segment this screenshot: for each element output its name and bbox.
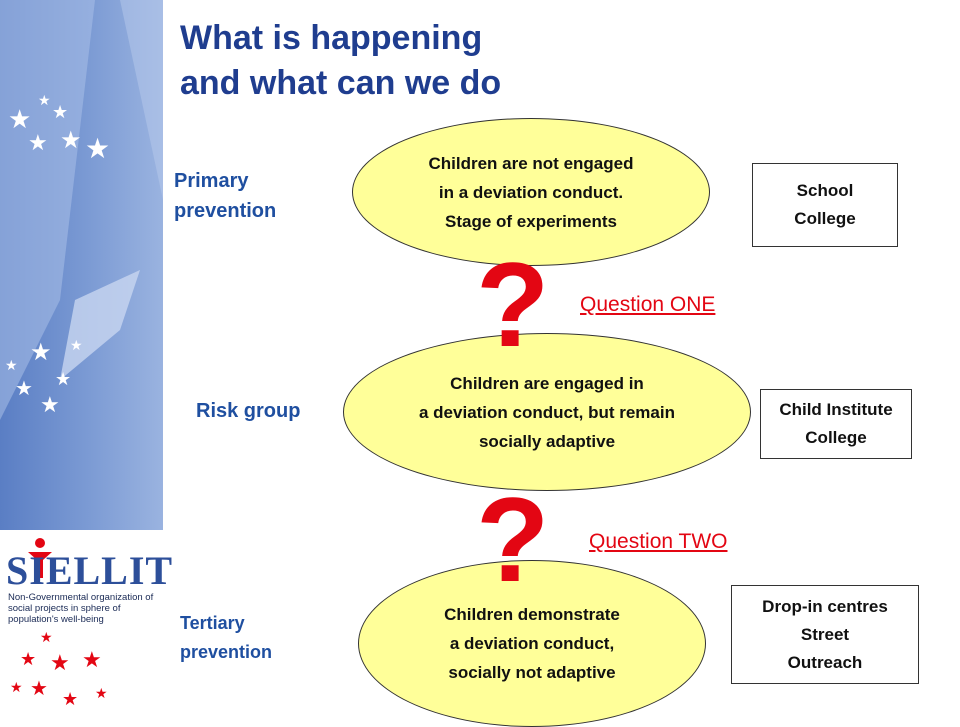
star-icon: ★ bbox=[70, 337, 83, 353]
oval-risk-group: Children are engaged in a deviation conduct, but remain socially adaptive bbox=[343, 333, 751, 491]
star-icon: ★ bbox=[5, 357, 18, 373]
oval-tertiary: Children demonstrate a deviation conduct, socially not adaptive bbox=[358, 560, 706, 727]
title-line-2: and what can we do bbox=[180, 64, 502, 102]
light-corner-shape bbox=[120, 0, 163, 200]
logo-name: SIELLIT bbox=[6, 548, 174, 593]
star-icon: ★ bbox=[40, 392, 60, 417]
box-child-institute: Child Institute College bbox=[760, 389, 912, 459]
star-icon: ★ bbox=[55, 369, 72, 389]
star-icon: ★ bbox=[40, 629, 53, 645]
star-icon: ★ bbox=[30, 678, 48, 700]
label-tertiary-prevention: Tertiary prevention bbox=[180, 613, 273, 662]
question-two-link[interactable]: Question TWO bbox=[589, 530, 728, 553]
star-icon: ★ bbox=[50, 650, 70, 675]
star-icon: ★ bbox=[28, 130, 48, 155]
label-risk-group: Risk group bbox=[196, 400, 301, 422]
star-icon: ★ bbox=[95, 685, 108, 701]
star-icon: ★ bbox=[30, 339, 52, 366]
star-icon: ★ bbox=[38, 92, 51, 108]
star-icon: ★ bbox=[10, 679, 23, 695]
box-school-college: School College bbox=[752, 163, 898, 247]
oval-primary: Children are not engaged in a deviation conduct. Stage of experiments bbox=[352, 118, 710, 266]
logo-stars bbox=[10, 629, 108, 709]
question-mark-two-icon: ? bbox=[476, 473, 550, 607]
star-icon: ★ bbox=[15, 378, 33, 400]
label-primary-prevention: Primary prevention bbox=[174, 170, 277, 222]
star-icon: ★ bbox=[60, 127, 82, 154]
star-icon: ★ bbox=[85, 133, 111, 164]
star-icon: ★ bbox=[52, 102, 69, 122]
star-icon: ★ bbox=[8, 104, 32, 134]
star-icon: ★ bbox=[82, 647, 102, 672]
logo-description: Non-Governmental organization of social projects in sphere of population's well-being bbox=[8, 592, 154, 625]
box-drop-in-centres: Drop-in centres Street Outreach bbox=[731, 585, 919, 684]
star-icon: ★ bbox=[20, 649, 37, 669]
question-one-link[interactable]: Question ONE bbox=[580, 293, 716, 316]
page-title bbox=[180, 16, 501, 106]
star-icon: ★ bbox=[62, 689, 79, 709]
title-line-1: What is happening bbox=[180, 19, 483, 57]
light-shard-shape bbox=[60, 270, 140, 380]
question-mark-one-icon: ? bbox=[476, 238, 550, 372]
